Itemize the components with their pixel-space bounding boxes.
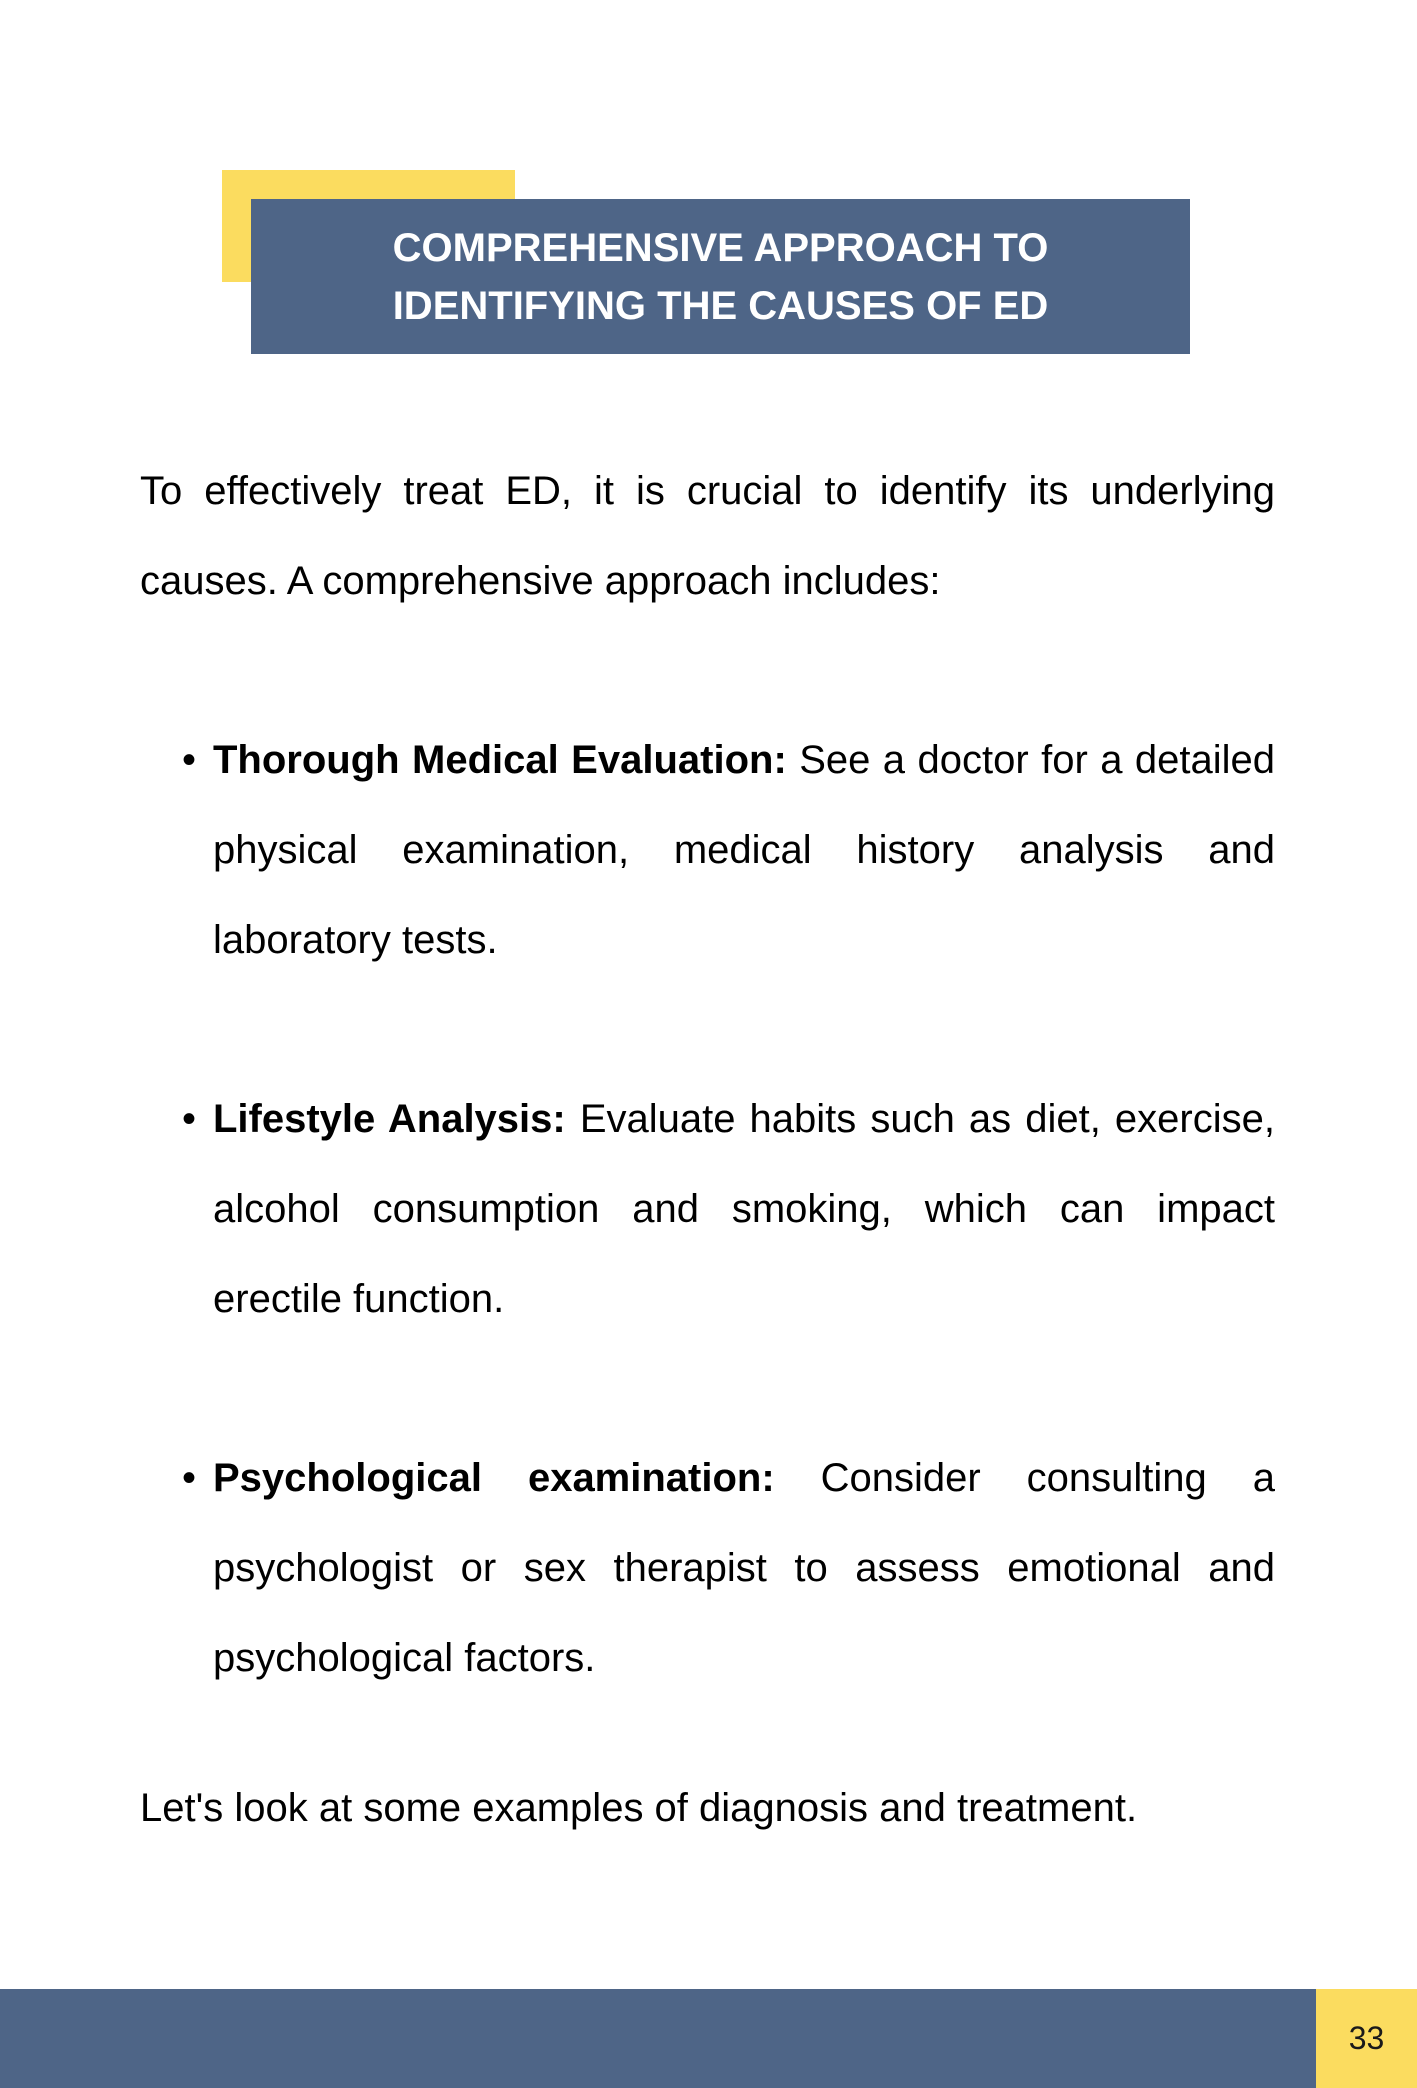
page-title-line-2: IDENTIFYING THE CAUSES OF ED — [392, 283, 1049, 328]
list-item-lifestyle-analysis — [140, 1074, 1275, 1344]
page-number: 33 — [1348, 2020, 1385, 2056]
page-title-line-1: COMPREHENSIVE APPROACH TO — [392, 225, 1049, 270]
title-banner — [251, 199, 1190, 354]
list-item-term: Psychological examination: — [213, 1456, 821, 1500]
bullet-icon: • — [182, 1097, 197, 1141]
footer-bar — [0, 1989, 1316, 2088]
list-item-psychological-examination — [140, 1433, 1275, 1703]
causes-list — [140, 715, 1275, 1703]
intro-paragraph: To effectively treat ED, it is crucial to identify its underlying causes. A comprehensive approach includes: — [140, 469, 1275, 603]
closing-paragraph: Let's look at some examples of diagnosis and treatment. — [140, 1786, 1138, 1830]
bullet-icon: • — [182, 738, 197, 782]
bullet-icon: • — [182, 1456, 197, 1500]
page-number-box — [1316, 1989, 1417, 2088]
main-content — [140, 446, 1275, 1703]
list-item-text: Consider consulting a psychologist or sex therapist to assess emotional and psychological factors. — [213, 1456, 1275, 1680]
list-item-text: See a doctor for a detailed physical examination, medical history analysis and laboratory tests. — [213, 738, 1275, 962]
list-item-term: Lifestyle Analysis: — [213, 1097, 580, 1141]
list-item-term: Thorough Medical Evaluation: — [213, 738, 800, 782]
list-item-medical-evaluation — [140, 715, 1275, 985]
list-item-text: Evaluate habits such as diet, exercise, alcohol consumption and smoking, which can impact erectile function. — [213, 1097, 1275, 1321]
